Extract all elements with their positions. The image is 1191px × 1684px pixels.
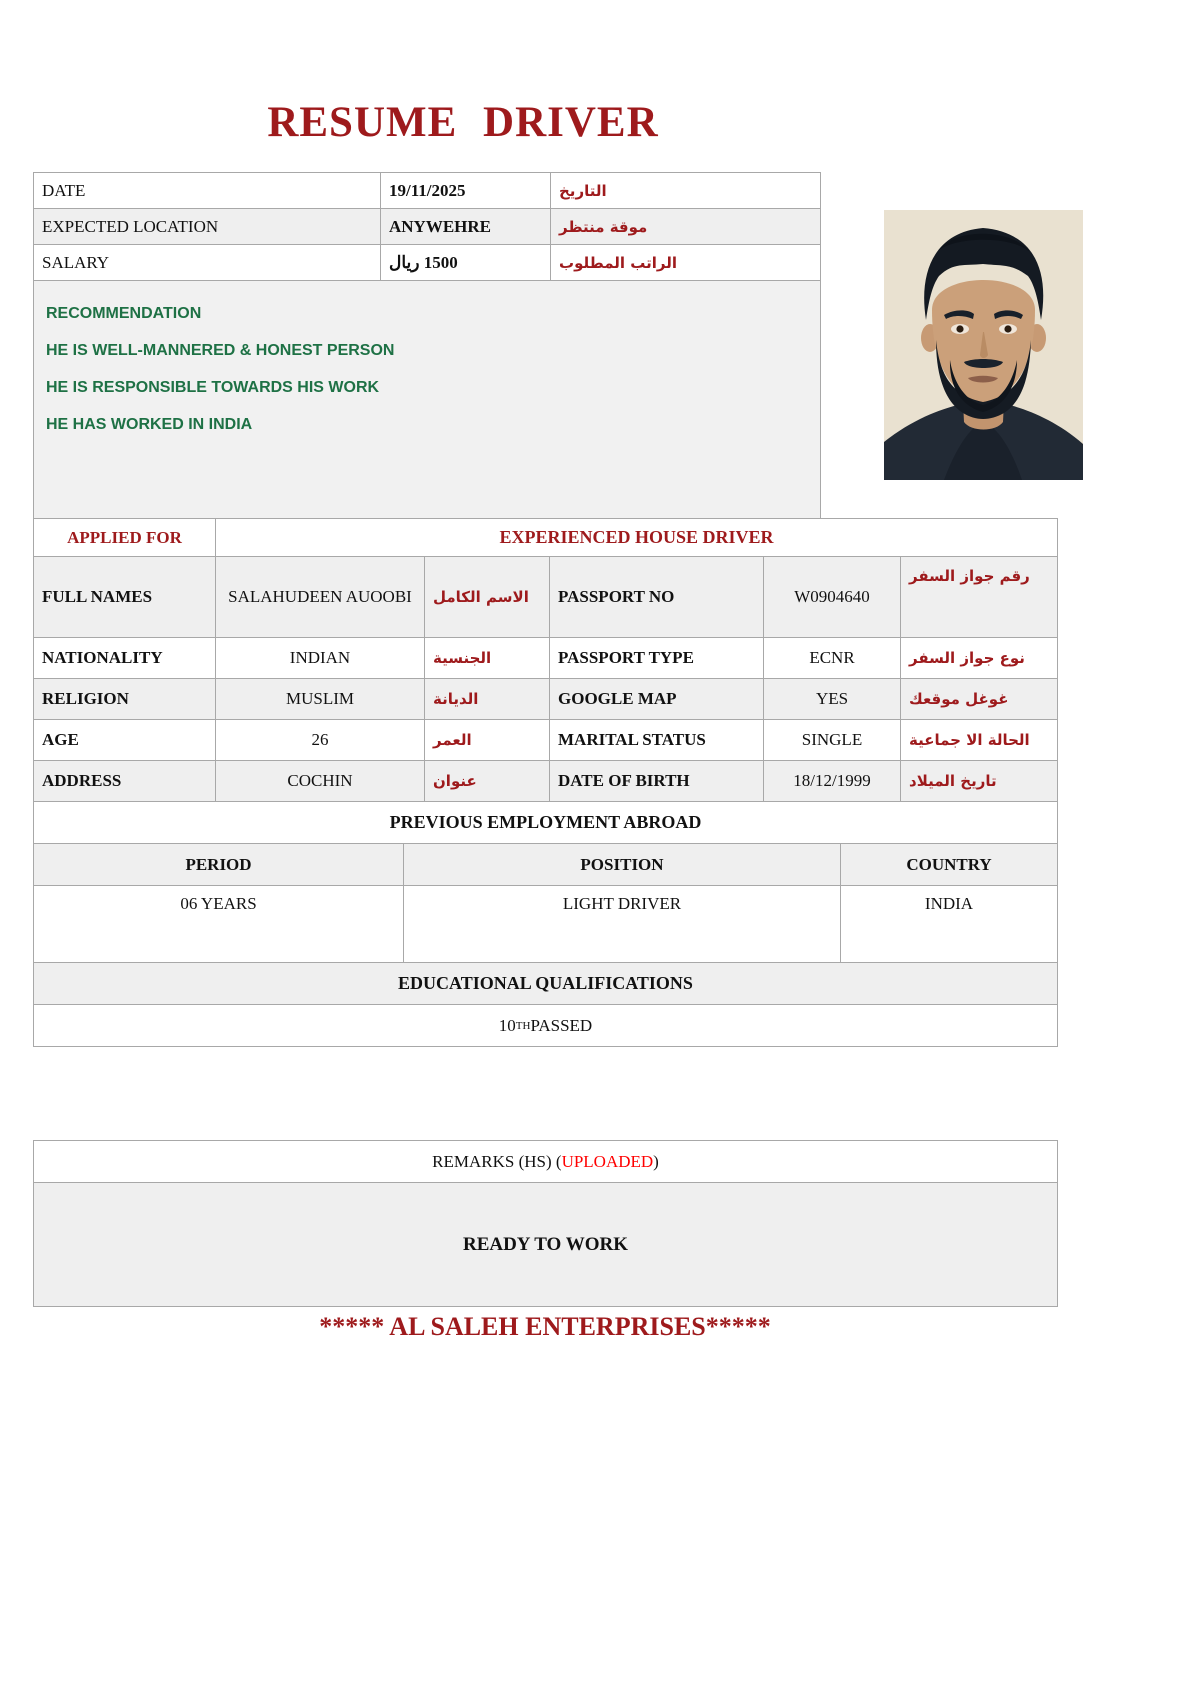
uploaded-status: UPLOADED <box>561 1151 654 1171</box>
info-value-location: ANYWEHRE <box>381 209 551 245</box>
applied-for-label: APPLIED FOR <box>34 519 216 557</box>
remarks-suffix: ) <box>653 1151 659 1171</box>
detail-arabic: غوغل موقعك <box>901 679 1058 720</box>
detail-arabic: رقم جواز السفر <box>901 557 1058 638</box>
detail-label: RELIGION <box>34 679 216 720</box>
remarks-line <box>34 1141 1058 1183</box>
table-row <box>34 802 1058 844</box>
detail-label: MARITAL STATUS <box>550 720 764 761</box>
education-heading: EDUCATIONAL QUALIFICATIONS <box>34 963 1058 1005</box>
info-arabic-location: موقة منتظر <box>551 209 821 245</box>
table-row <box>34 963 1058 1005</box>
employment-heading: PREVIOUS EMPLOYMENT ABROAD <box>34 802 1058 844</box>
info-value-salary: 1500 ريال <box>381 245 551 281</box>
detail-arabic: نوع جواز السفر <box>901 638 1058 679</box>
detail-value: YES <box>764 679 901 720</box>
recommendation-heading: RECOMMENDATION <box>46 305 202 322</box>
detail-value: MUSLIM <box>216 679 425 720</box>
info-label-salary: SALARY <box>34 245 381 281</box>
detail-arabic: الجنسية <box>425 638 550 679</box>
detail-arabic: تاريخ الميلاد <box>901 761 1058 802</box>
detail-label: GOOGLE MAP <box>550 679 764 720</box>
table-row <box>34 720 1058 761</box>
detail-label: PASSPORT NO <box>550 557 764 638</box>
recommendation-block <box>34 281 821 519</box>
company-footer: ***** AL SALEH ENTERPRISES***** <box>319 1312 771 1341</box>
detail-value: 18/12/1999 <box>764 761 901 802</box>
detail-value: SINGLE <box>764 720 901 761</box>
detail-label: ADDRESS <box>34 761 216 802</box>
table-row <box>34 761 1058 802</box>
info-value-date: 19/11/2025 <box>381 173 551 209</box>
detail-arabic: الاسم الكامل <box>425 557 550 638</box>
info-label-date: DATE <box>34 173 381 209</box>
details-table <box>33 518 1058 1047</box>
employment-value-position: LIGHT DRIVER <box>404 886 841 963</box>
recommendation-line: HE IS RESPONSIBLE TOWARDS HIS WORK <box>46 379 380 396</box>
education-value <box>34 1005 1058 1047</box>
employment-value-period: 06 YEARS <box>34 886 404 963</box>
table-row <box>34 844 1058 886</box>
ready-to-work: READY TO WORK <box>34 1183 1058 1307</box>
detail-label: NATIONALITY <box>34 638 216 679</box>
detail-value: COCHIN <box>216 761 425 802</box>
employment-column-position: POSITION <box>404 844 841 886</box>
table-row <box>34 209 821 245</box>
table-row <box>34 1141 1058 1183</box>
table-row <box>34 557 1058 638</box>
detail-arabic: عنوان <box>425 761 550 802</box>
detail-value: ECNR <box>764 638 901 679</box>
info-label-location: EXPECTED LOCATION <box>34 209 381 245</box>
table-row <box>34 519 1058 557</box>
education-value-rest: PASSED <box>530 1015 593 1035</box>
detail-arabic: الحالة الا جماعية <box>901 720 1058 761</box>
detail-label: PASSPORT TYPE <box>550 638 764 679</box>
info-arabic-date: التاريخ <box>551 173 821 209</box>
employment-column-country: COUNTRY <box>841 844 1058 886</box>
applied-for-value: EXPERIENCED HOUSE DRIVER <box>216 519 1058 557</box>
remarks-prefix: REMARKS (HS) ( <box>432 1151 562 1171</box>
info-arabic-salary: الراتب المطلوب <box>551 245 821 281</box>
detail-value: 26 <box>216 720 425 761</box>
employment-column-period: PERIOD <box>34 844 404 886</box>
recommendation-line: HE HAS WORKED IN INDIA <box>46 416 253 433</box>
table-row <box>34 886 1058 963</box>
table-row <box>34 173 821 209</box>
table-row <box>34 245 821 281</box>
remarks-table <box>33 1140 1058 1307</box>
detail-label: FULL NAMES <box>34 557 216 638</box>
detail-value: SALAHUDEEN AUOOBI <box>216 557 425 638</box>
detail-arabic: العمر <box>425 720 550 761</box>
education-value-superscript: TH <box>515 1019 531 1032</box>
detail-label: DATE OF BIRTH <box>550 761 764 802</box>
recommendation-line: HE IS WELL-MANNERED & HONEST PERSON <box>46 342 395 359</box>
table-row <box>34 1005 1058 1047</box>
table-row <box>34 679 1058 720</box>
detail-value: INDIAN <box>216 638 425 679</box>
table-row <box>34 638 1058 679</box>
detail-arabic: الديانة <box>425 679 550 720</box>
employment-value-country: INDIA <box>841 886 1058 963</box>
page-title: RESUME DRIVER <box>267 99 659 146</box>
education-value-text: 10 <box>498 1015 516 1035</box>
info-table <box>33 172 821 519</box>
table-row <box>34 1183 1058 1307</box>
detail-value: W0904640 <box>764 557 901 638</box>
applicant-photo <box>884 210 1083 480</box>
detail-label: AGE <box>34 720 216 761</box>
